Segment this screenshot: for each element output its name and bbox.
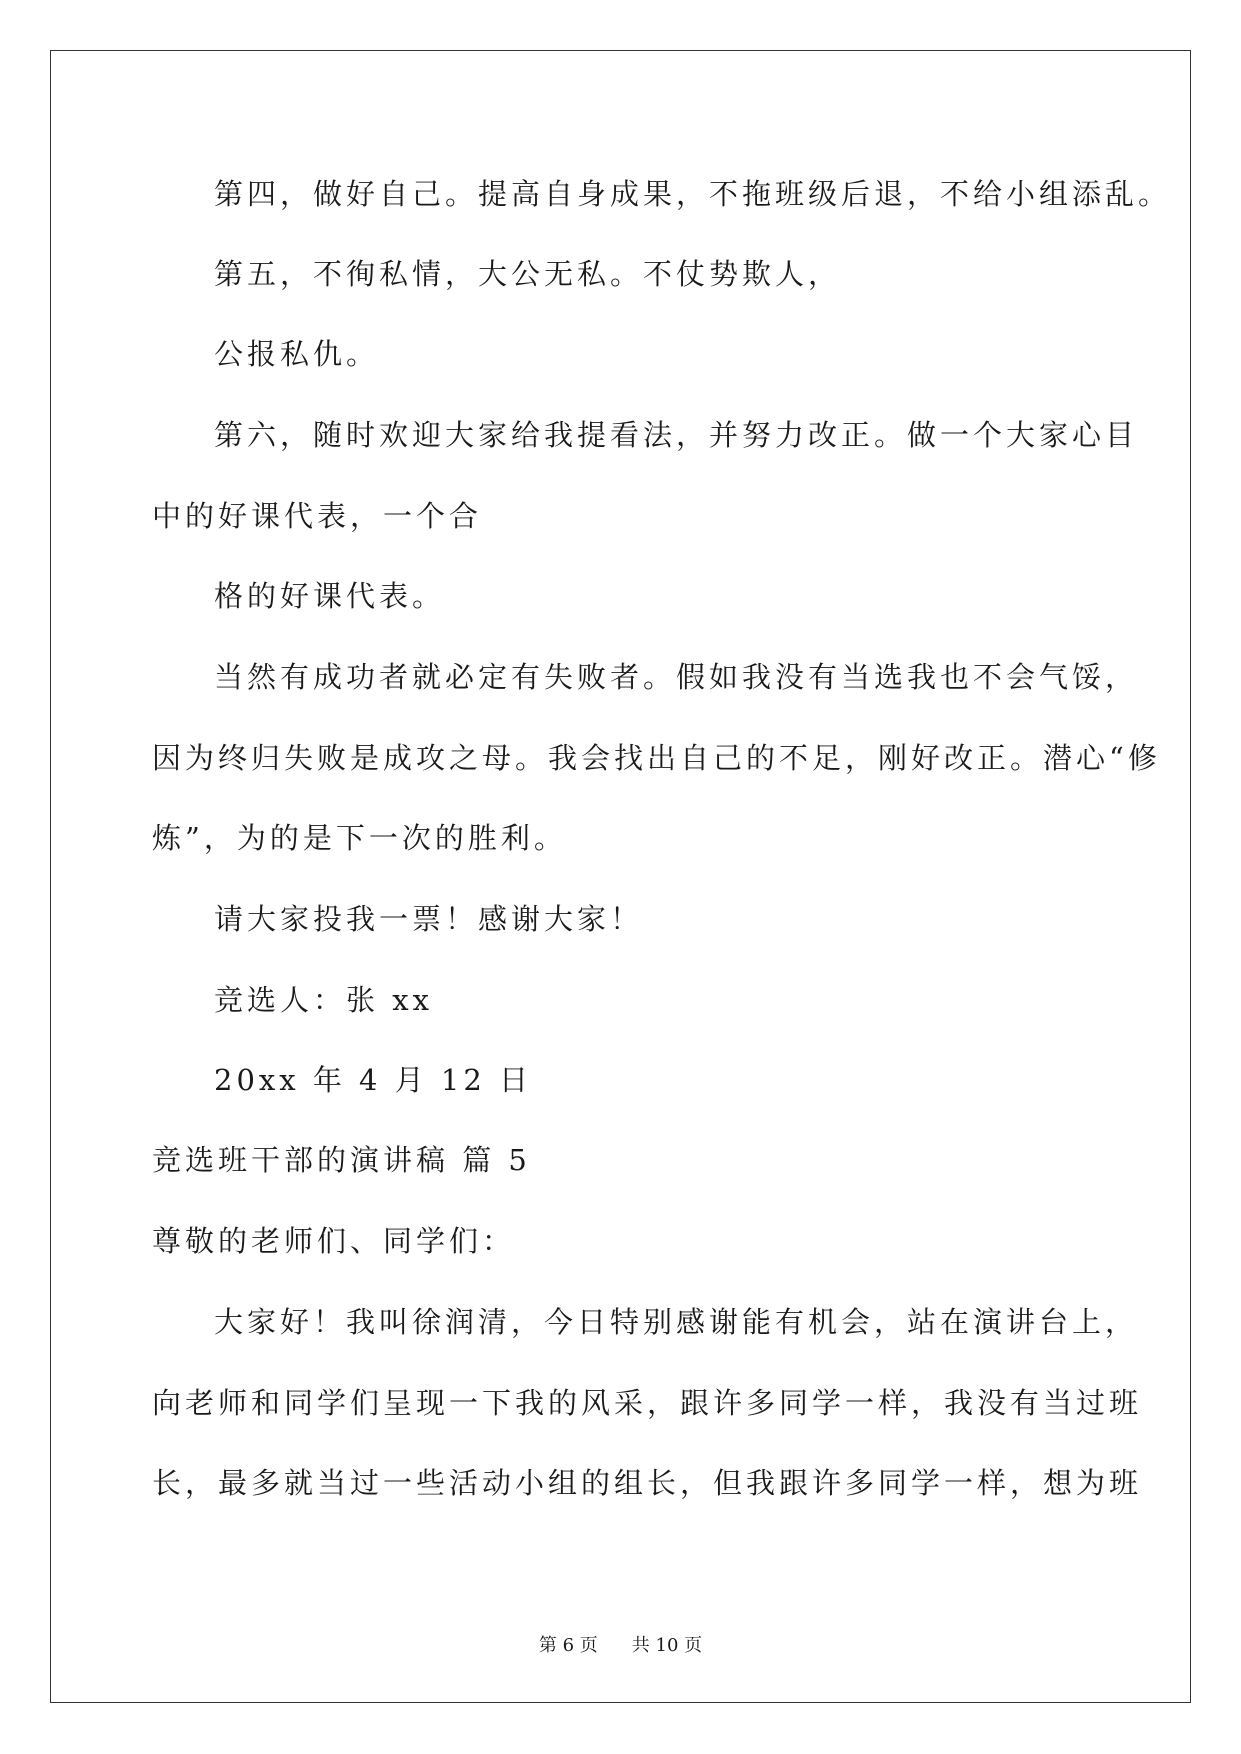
signature-line: 竞选人：张 xx	[214, 983, 433, 1017]
paragraph-line: 中的好课代表，一个合	[152, 499, 483, 533]
date-line: 20xx 年 4 月 12 日	[214, 1063, 533, 1097]
paragraph-line: 第六，随时欢迎大家给我提看法，并努力改正。做一个大家心目	[214, 418, 1139, 452]
paragraph-line: 当然有成功者就必定有失败者。假如我没有当选我也不会气馁，	[214, 660, 1139, 694]
page-footer	[0, 1631, 1241, 1657]
page-number: 第 6 页	[538, 1635, 598, 1656]
paragraph-line: 请大家投我一票！感谢大家！	[214, 902, 644, 936]
paragraph-line: 炼”，为的是下一次的胜利。	[152, 821, 567, 855]
paragraph-line: 格的好课代表。	[214, 579, 446, 613]
paragraph-line: 长，最多就当过一些活动小组的组长，但我跟许多同学一样，想为班	[152, 1466, 1143, 1500]
paragraph-line: 大家好！我叫徐润清，今日特别感谢能有机会，站在演讲台上，	[214, 1305, 1139, 1339]
page-total: 共 10 页	[631, 1635, 703, 1656]
section-title: 竞选班干部的演讲稿 篇 5	[152, 1143, 531, 1177]
paragraph-line: 向老师和同学们呈现一下我的风采，跟许多同学一样，我没有当过班	[152, 1386, 1143, 1420]
paragraph-line: 第五，不徇私情，大公无私。不仗势欺人，	[214, 257, 842, 291]
page-border	[50, 50, 1191, 1703]
salutation-line: 尊敬的老师们、同学们：	[152, 1224, 516, 1258]
paragraph-line: 公报私仇。	[214, 337, 380, 371]
paragraph-line: 第四，做好自己。提高自身成果，不拖班级后退，不给小组添乱。	[214, 177, 1172, 211]
paragraph-line: 因为终归失败是成攻之母。我会找出自己的不足，刚好改正。潜心“修	[152, 741, 1161, 775]
